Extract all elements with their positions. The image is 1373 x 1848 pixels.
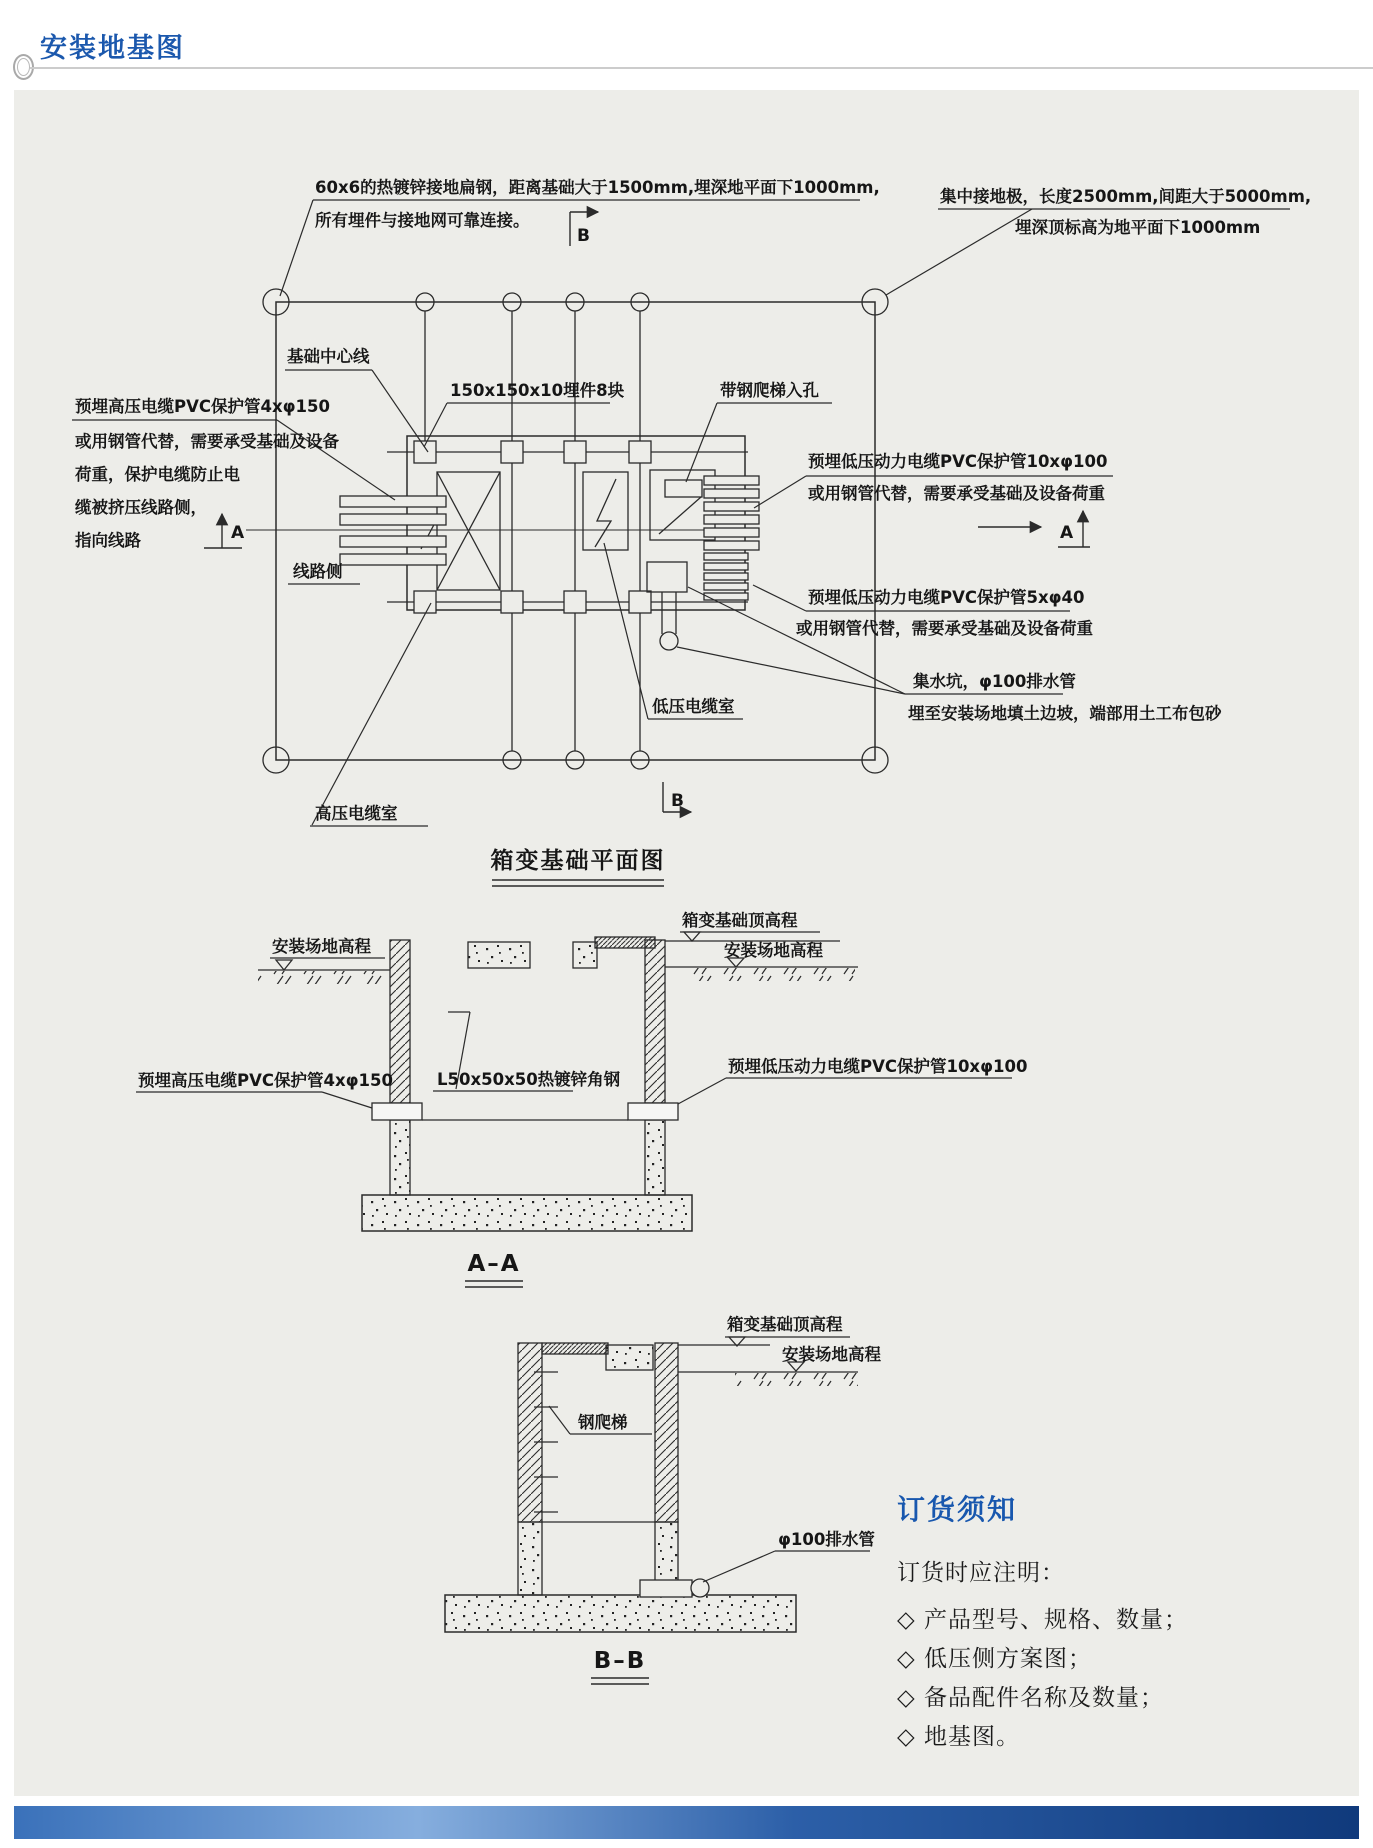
- pipe-bank-lv-10x100: [704, 476, 759, 550]
- marker-b-bottom: B: [671, 791, 684, 811]
- bb-label-ladder: 钢爬梯: [578, 1413, 628, 1432]
- marker-a-right: A: [1060, 523, 1074, 543]
- annotation-electrode-line1: 集中接地极，长度2500mm,间距大于5000mm,: [940, 187, 1312, 206]
- annotation-hv-pipe-line5: 指向线路: [75, 531, 141, 550]
- annotation-flat-steel-line2: 所有埋件与接地网可靠连接。: [315, 211, 530, 230]
- sump-pit: [647, 562, 687, 650]
- footer-bar: [14, 1806, 1359, 1839]
- order-notes-heading: 订货须知: [897, 1493, 1018, 1526]
- order-note-item: ◇ 地基图。: [897, 1724, 1020, 1750]
- marker-a-left: A: [231, 523, 245, 543]
- aa-label-site-elev-right: 安装场地高程: [724, 941, 823, 960]
- aa-leader-lines: [136, 932, 1012, 1287]
- annotation-hv-pipe-line2: 或用钢管代替，需要承受基础及设备: [75, 432, 339, 451]
- aa-label-angle-steel: L50x50x50热镀锌角钢: [437, 1070, 621, 1089]
- label-line-side: 线路侧: [293, 562, 343, 581]
- annotation-hv-pipe-line4: 缆被挤压线路侧，: [75, 498, 207, 517]
- plan-leader-lines: [72, 200, 1290, 826]
- hv-cable-chamber: [421, 472, 500, 590]
- aa-label-site-elev-left: 安装场地高程: [272, 937, 371, 956]
- annotation-lv5-line1: 预埋低压动力电缆PVC保护管5xφ40: [808, 588, 1085, 607]
- annotation-sump-line1: 集水坑，φ100排水管: [913, 672, 1076, 691]
- annotation-center-line: 基础中心线: [287, 347, 370, 366]
- section-aa-title: A–A: [467, 1251, 521, 1277]
- plan-title-underline: [492, 880, 664, 886]
- annotation-hv-pipe-line1: 预埋高压电缆PVC保护管4xφ150: [75, 397, 330, 416]
- lv-cable-chamber: [583, 472, 628, 550]
- marker-b-top: B: [577, 226, 590, 246]
- annotation-sump-line2: 埋至安装场地填土边坡，端部用土工布包砂: [908, 704, 1222, 723]
- pipe-bank-lv-5x40: [704, 553, 748, 600]
- annotation-hv-pipe-line3: 荷重，保护电缆防止电: [75, 465, 240, 484]
- section-bb: [445, 1337, 870, 1684]
- annotation-lv10-line2: 或用钢管代替，需要承受基础及设备荷重: [808, 484, 1105, 503]
- annotation-lv10-line1: 预埋低压动力电缆PVC保护管10xφ100: [808, 452, 1108, 471]
- plan-title: 箱变基础平面图: [490, 848, 666, 874]
- aa-label-top-elev: 箱变基础顶高程: [682, 911, 798, 930]
- page-title: 安装地基图: [40, 33, 185, 64]
- bb-label-site-elev: 安装场地高程: [782, 1345, 881, 1364]
- plan-labels: [75, 177, 1311, 874]
- section-bb-title: B–B: [593, 1648, 647, 1674]
- bb-label-top-elev: 箱变基础顶高程: [727, 1315, 843, 1334]
- order-note-item: ◇ 产品型号、规格、数量；: [897, 1607, 1188, 1633]
- annotation-electrode-line2: 埋深顶标高为地平面下1000mm: [1015, 218, 1261, 237]
- order-note-item: ◇ 备品配件名称及数量；: [897, 1685, 1164, 1711]
- order-notes-intro: 订货时应注明：: [897, 1560, 1065, 1586]
- bb-label-drain: φ100排水管: [778, 1530, 875, 1549]
- aa-label-hv-pipe: 预埋高压电缆PVC保护管4xφ150: [138, 1071, 393, 1090]
- order-notes: [897, 1488, 1327, 1757]
- annotation-embed-plates: 150x150x10埋件8块: [450, 381, 625, 400]
- label-lv-room: 低压电缆室: [652, 697, 735, 716]
- plan-view: [72, 200, 1290, 886]
- order-notes-list: [897, 1601, 1327, 1757]
- annotation-lv5-line2: 或用钢管代替，需要承受基础及设备荷重: [796, 619, 1093, 638]
- order-note-item: ◇ 低压侧方案图；: [897, 1646, 1092, 1672]
- annotation-manhole: 带钢爬梯入孔: [720, 381, 819, 400]
- annotation-flat-steel-line1: 60x6的热镀锌接地扁钢，距离基础大于1500mm,埋深地平面下1000mm,: [315, 178, 880, 197]
- section-aa: [136, 932, 1012, 1287]
- label-hv-room: 高压电缆室: [315, 804, 398, 823]
- aa-label-lv-pipe: 预埋低压动力电缆PVC保护管10xφ100: [728, 1057, 1028, 1076]
- bb-structure: [445, 1337, 858, 1632]
